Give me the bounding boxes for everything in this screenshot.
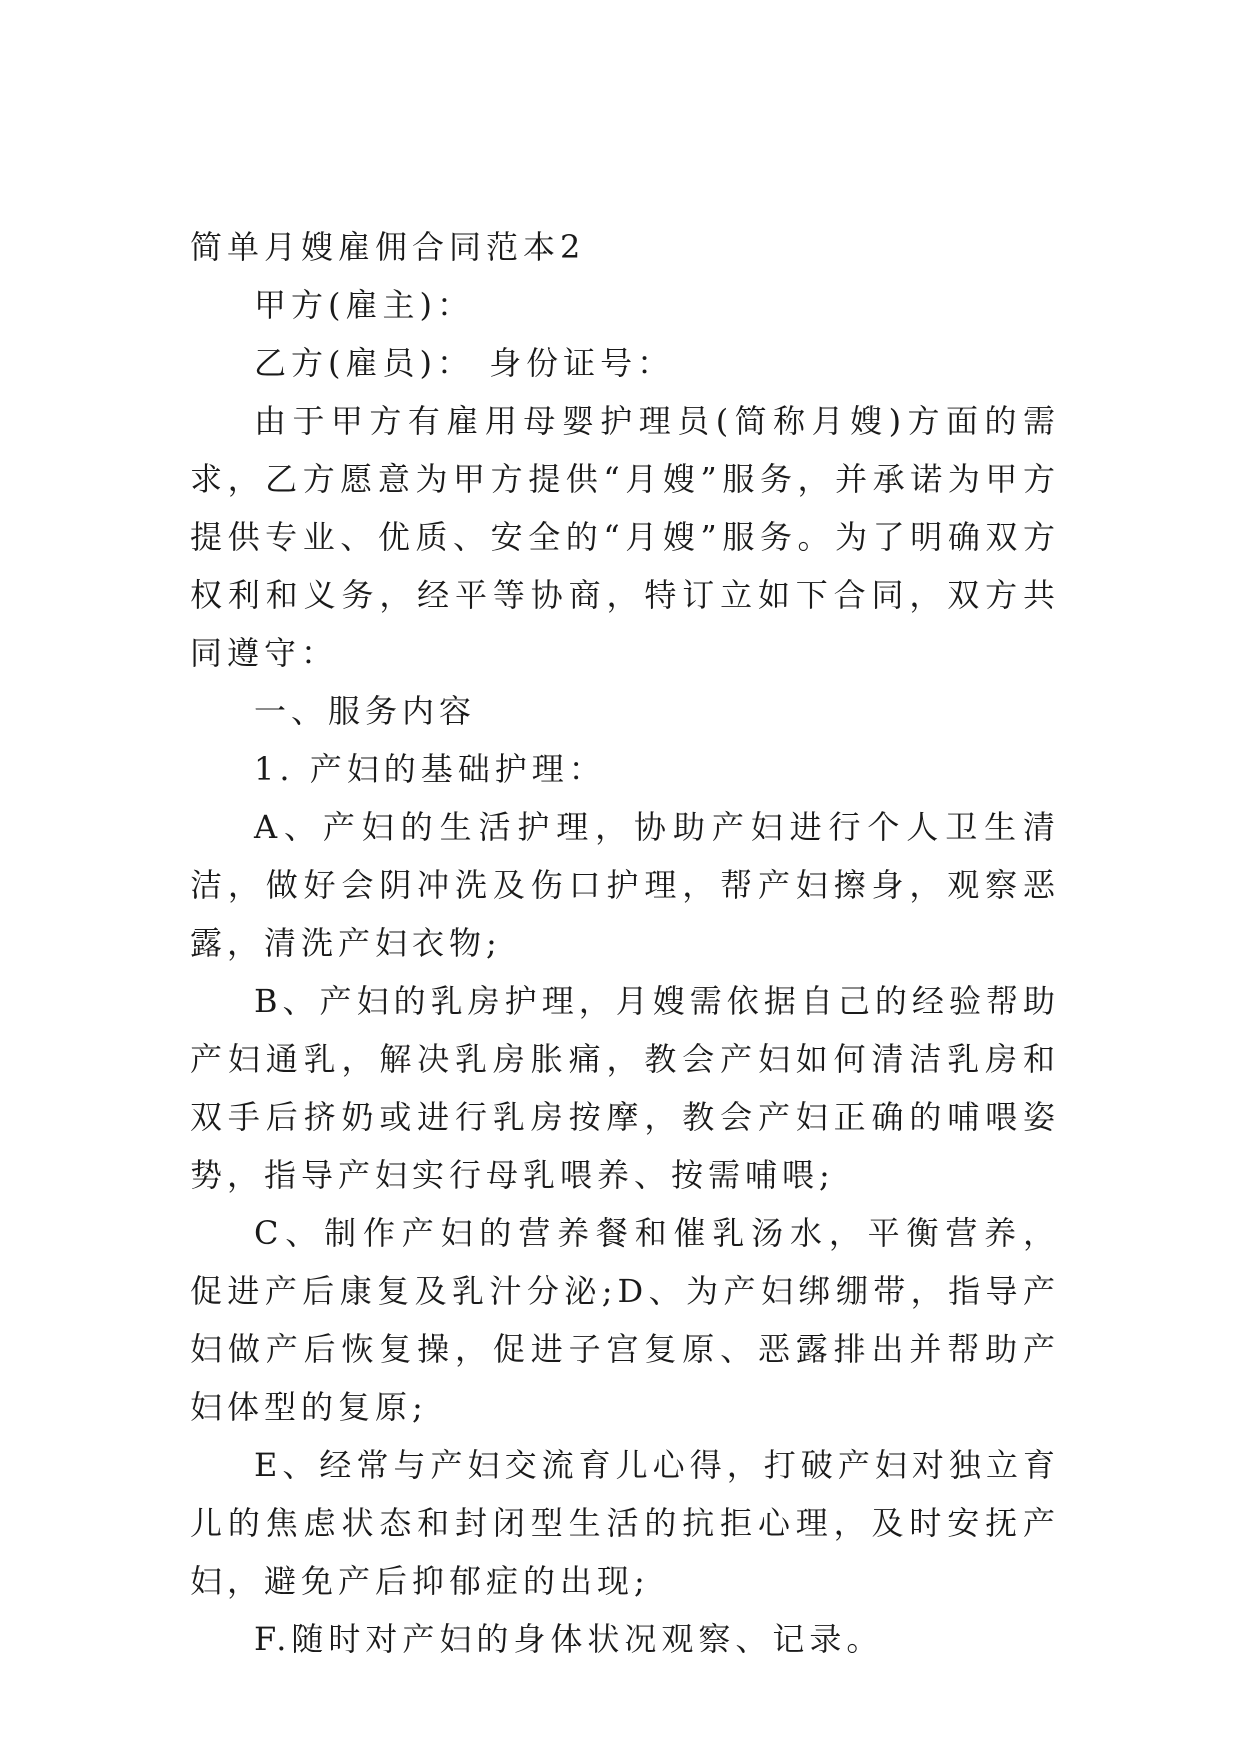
- item-b-paragraph: B、产妇的乳房护理，月嫂需依据自己的经验帮助产妇通乳，解决乳房胀痛，教会产妇如何清洁乳房和双手后挤奶或进行乳房按摩，教会产妇正确的哺喂姿势，指导产妇实行母乳喂养、按需哺喂;: [190, 982, 1060, 1194]
- item-c-paragraph: C、制作产妇的营养餐和催乳汤水，平衡营养，促进产后康复及乳汁分泌;D、为产妇绑绷带，指导产妇做产后恢复操，促进子宫复原、恶露排出并帮助产妇体型的复原;: [190, 1214, 1060, 1426]
- section-heading-service-content: 一、服务内容: [254, 692, 477, 730]
- item-a-paragraph: A、产妇的生活护理，协助产妇进行个人卫生清洁，做好会阴冲洗及伤口护理，帮产妇擦身，观察恶露，清洗产妇衣物;: [190, 808, 1060, 962]
- item-1-heading: 1. 产妇的基础护理：: [254, 750, 606, 788]
- intro-paragraph: 由于甲方有雇用母婴护理员(简称月嫂)方面的需求，乙方愿意为甲方提供“月嫂”服务，并承诺为甲方提供专业、优质、安全的“月嫂”服务。为了明确双方权利和义务，经平等协商，特订立如下合同，双方共同遵守：: [190, 402, 1060, 672]
- document-body: [190, 218, 1060, 1668]
- document-title: 简单月嫂雇佣合同范本2: [190, 228, 586, 266]
- party-b-line: 乙方(雇员)： 身份证号：: [254, 344, 675, 382]
- item-e-paragraph: E、经常与产妇交流育儿心得，打破产妇对独立育儿的焦虑状态和封闭型生活的抗拒心理，及时安抚产妇，避免产后抑郁症的出现;: [190, 1446, 1060, 1600]
- item-f-line: F.随时对产妇的身体状况观察、记录。: [254, 1620, 884, 1658]
- party-a-line: 甲方(雇主)：: [254, 286, 474, 324]
